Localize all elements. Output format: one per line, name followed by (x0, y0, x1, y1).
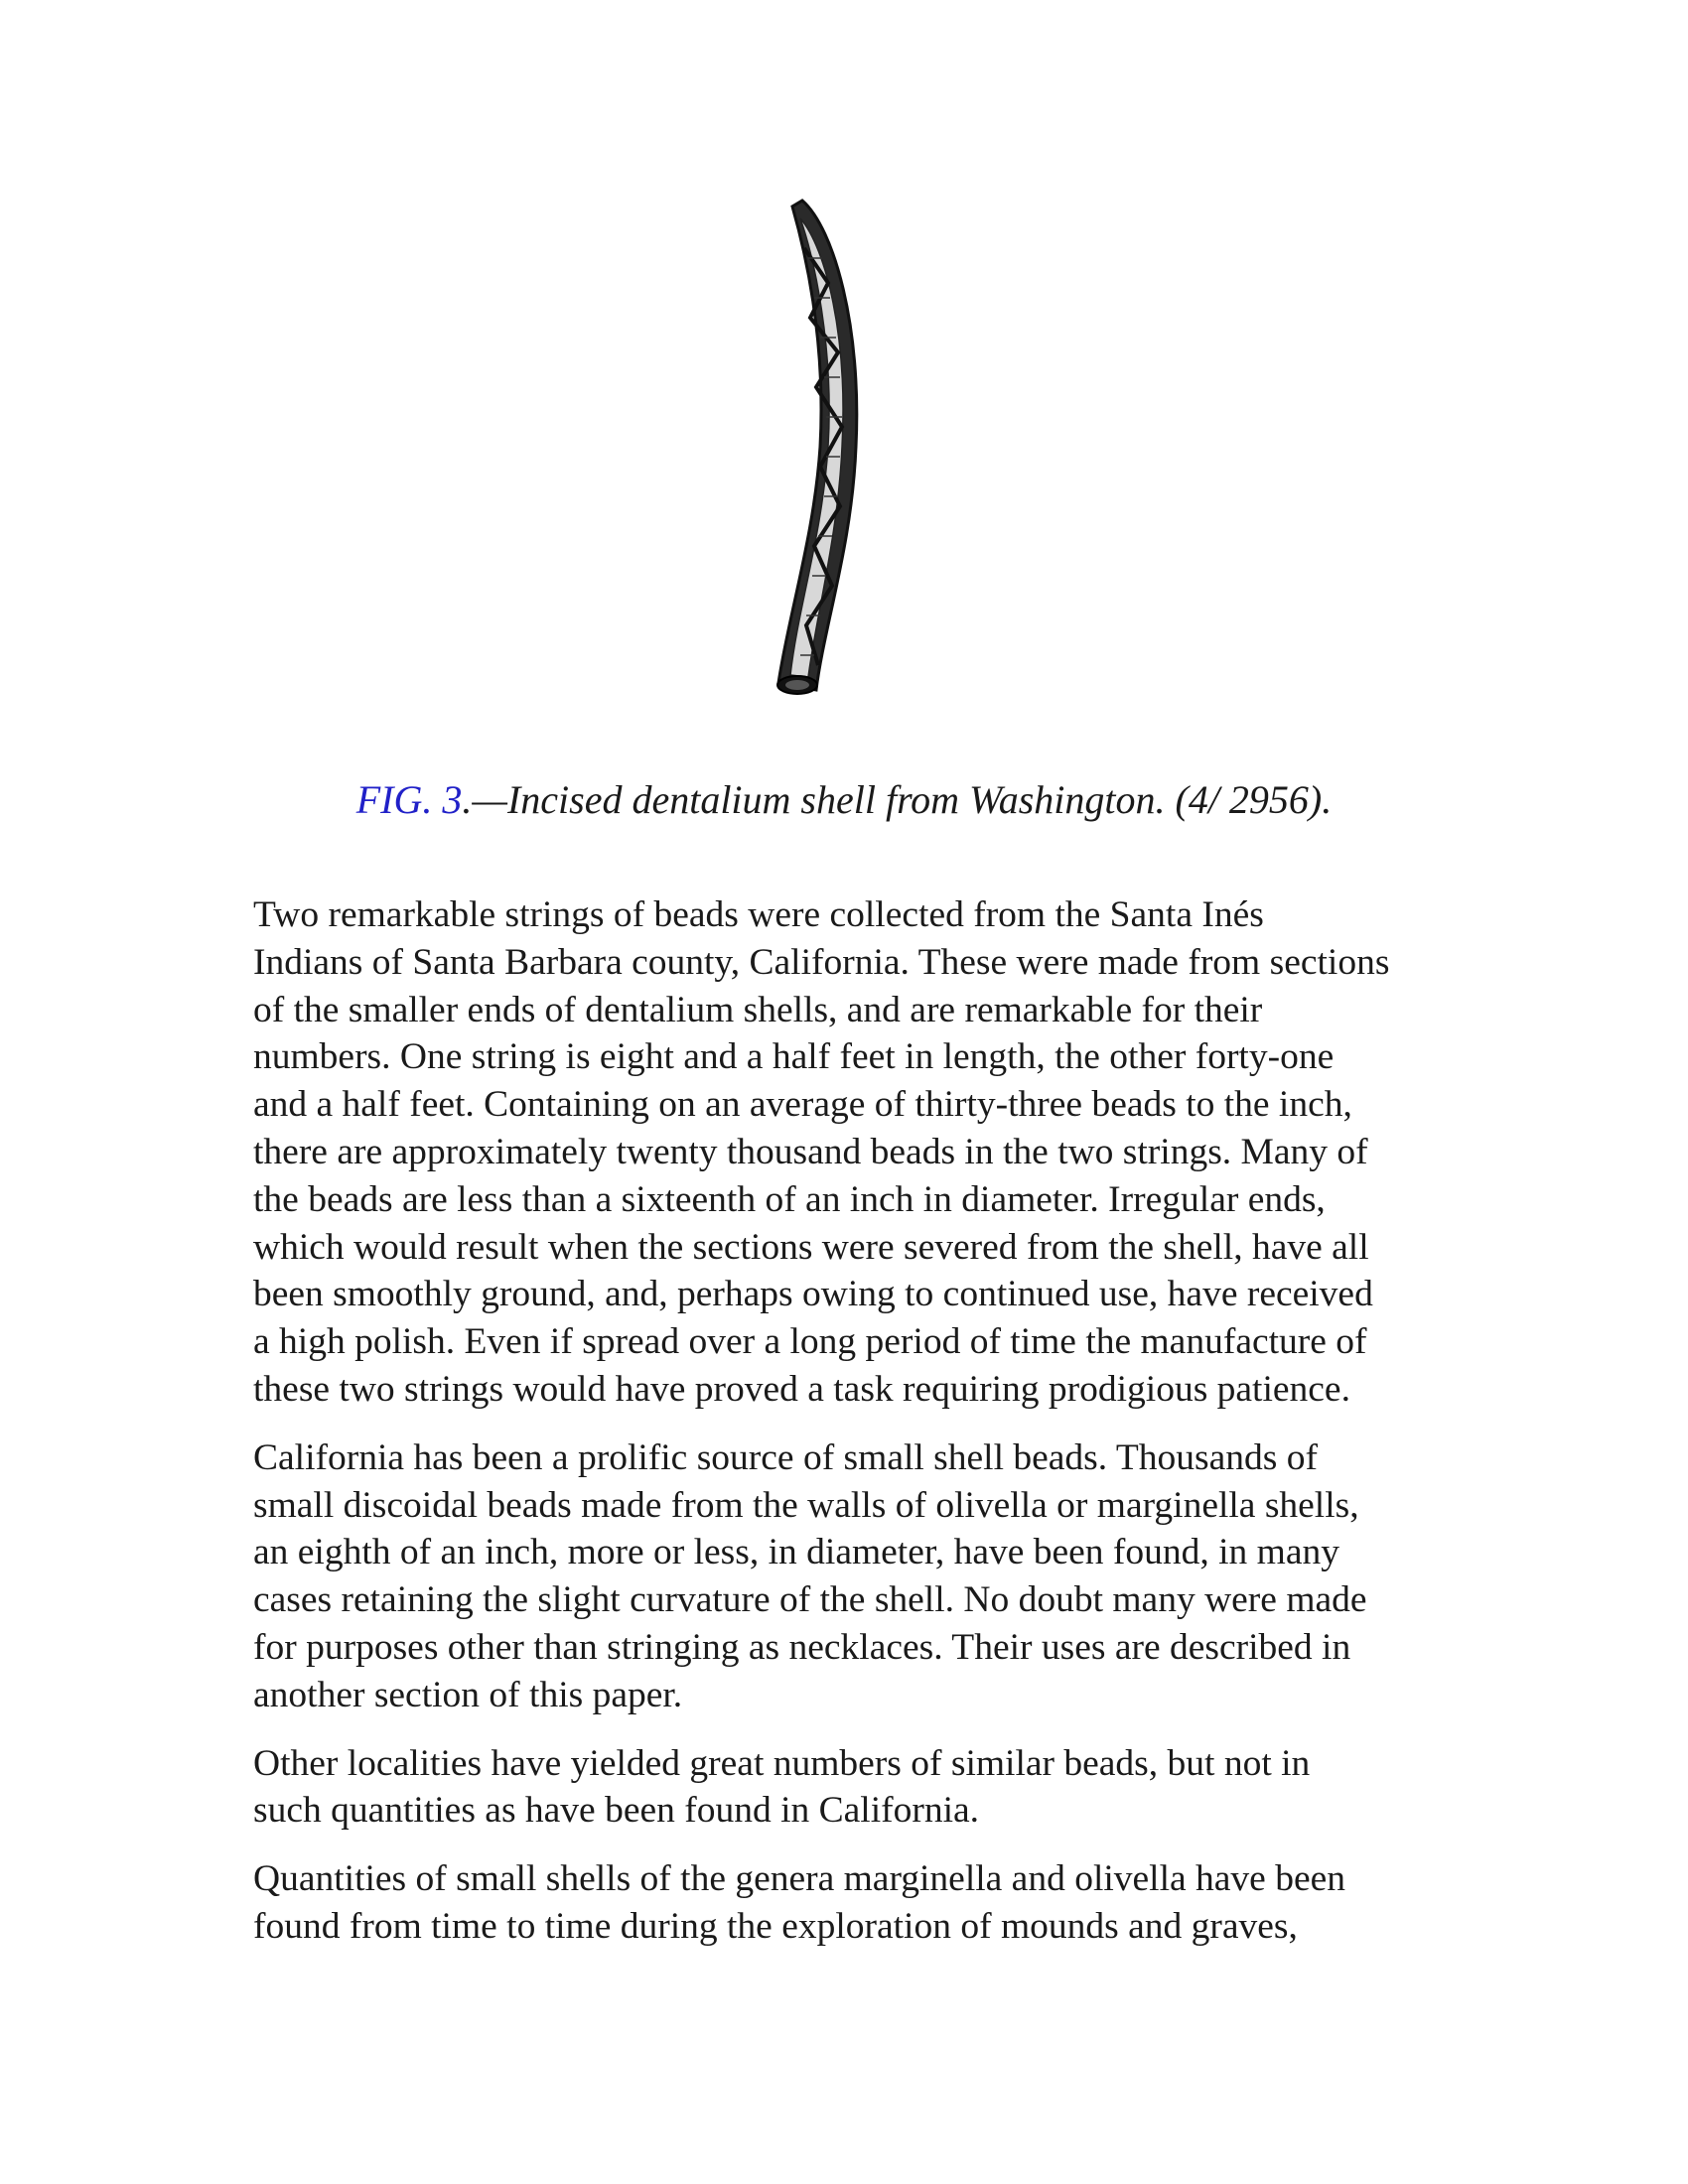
text-line: and a half feet. Containing on an average of thirty-three beads to the inch, (253, 1084, 1352, 1126)
paragraph (211, 1740, 1491, 1836)
text-line: there are approximately twenty thousand beads in the two strings. Many of (253, 1131, 1368, 1172)
text-line: of the smaller ends of dentalium shells, and are remarkable for their (253, 989, 1263, 1030)
text-line: Other localities have yielded great numbers of similar beads, but not in (253, 1742, 1311, 1784)
figure-link[interactable]: FIG. 3 (355, 777, 463, 822)
text-line: which would result when the sections were severed from the shell, have all (253, 1226, 1369, 1268)
text-line: Two remarkable strings of beads were collected from the Santa Inés (253, 894, 1264, 935)
text-line: a high polish. Even if spread over a long period of time the manufacture of (253, 1321, 1367, 1363)
text-line: small discoidal beads made from the walls of olivella or marginella shells, (253, 1484, 1359, 1526)
paragraph (211, 891, 1491, 1414)
text-line: cases retaining the slight curvature of the shell. No doubt many were made (253, 1579, 1367, 1621)
text-line: Quantities of small shells of the genera marginella and olivella have been (253, 1858, 1345, 1900)
paragraph (211, 1434, 1491, 1719)
body-text (211, 891, 1491, 1972)
dentalium-shell-figure (765, 189, 904, 705)
paragraph (211, 1855, 1491, 1951)
text-line: such quantities as have been found in California. (253, 1790, 980, 1832)
figure-caption (0, 774, 1688, 826)
text-line: Indians of Santa Barbara county, California. These were made from sections (253, 941, 1390, 983)
text-line: an eighth of an inch, more or less, in diameter, have been found, in many (253, 1532, 1340, 1573)
text-line: found from time to time during the exploration of mounds and graves, (253, 1905, 1298, 1947)
figure-caption-text: .—Incised dentalium shell from Washington. (4/ 2956). (462, 777, 1333, 822)
text-line: the beads are less than a sixteenth of an inch in diameter. Irregular ends, (253, 1178, 1326, 1220)
text-line: another section of this paper. (253, 1674, 683, 1715)
text-line: California has been a prolific source of small shell beads. Thousands of (253, 1436, 1318, 1478)
text-line: been smoothly ground, and, perhaps owing to continued use, have received (253, 1274, 1373, 1315)
dentalium-shell-icon (765, 189, 904, 705)
text-line: for purposes other than stringing as necklaces. Their uses are described in (253, 1626, 1351, 1668)
text-line: these two strings would have proved a task requiring prodigious patience. (253, 1368, 1350, 1410)
text-line: numbers. One string is eight and a half feet in length, the other forty-one (253, 1036, 1335, 1078)
